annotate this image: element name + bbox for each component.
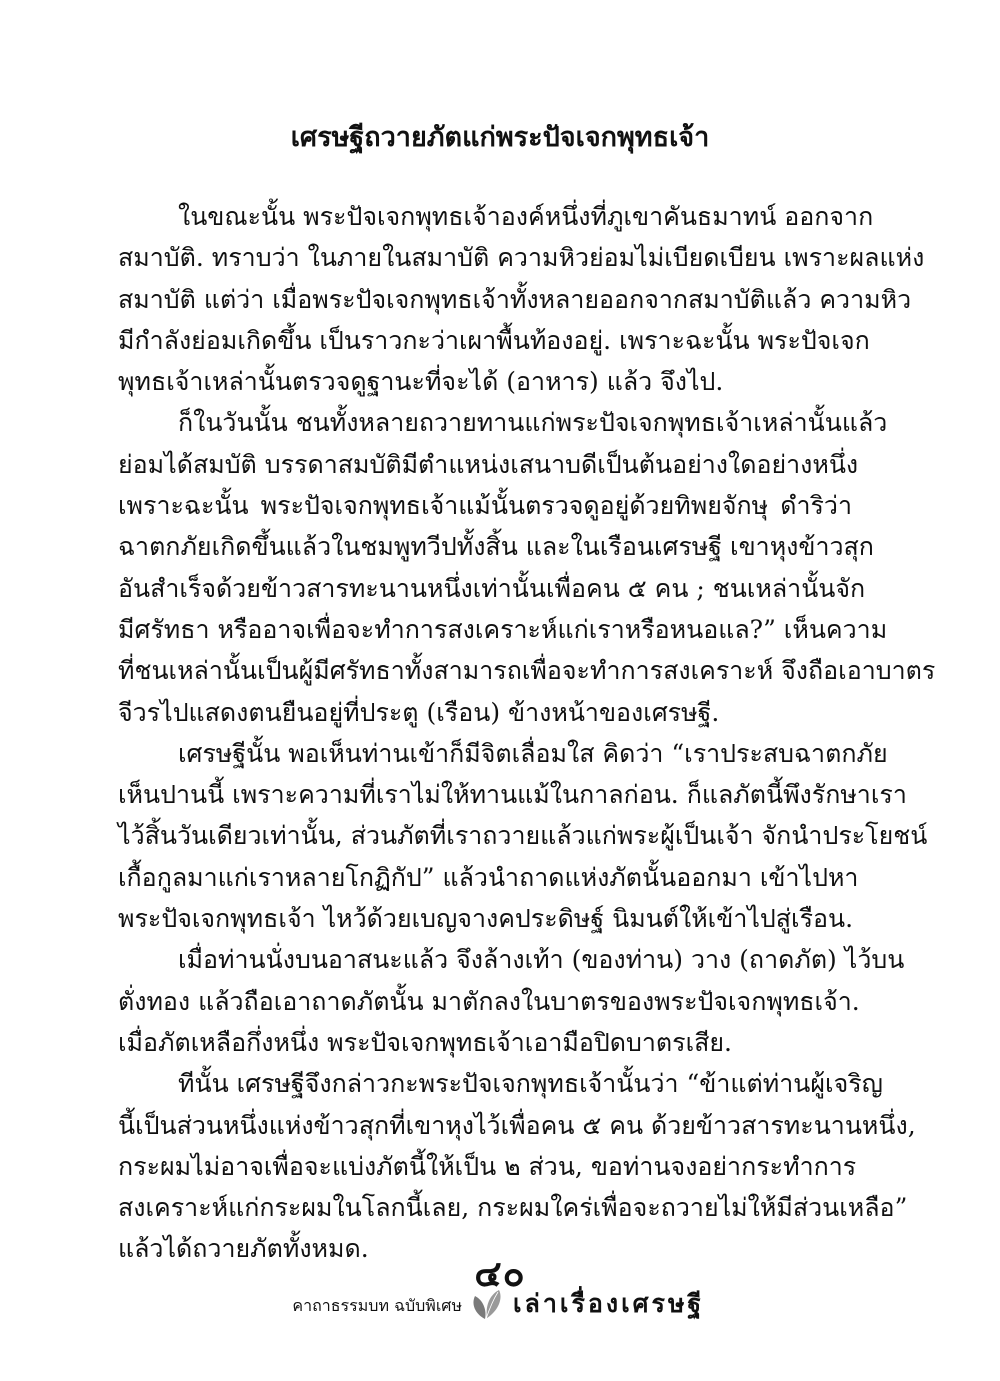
page-number: ๔๐ — [474, 1253, 526, 1295]
book-title: คาถาธรรมบท ฉบับพิเศษ — [292, 1296, 462, 1315]
text-line: ที่ชนเหล่านั้นเป็นผู้มีศรัทธาทั้งสามารถเพื่อจะทำการสงเคราะห์ จึงถือเอาบาตร — [118, 656, 936, 686]
text-line: พระปัจเจกพุทธเจ้า ไหว้ด้วยเบญจางคประดิษฐ์ นิมนต์ให้เข้าไปสู่เรือน. — [118, 904, 854, 934]
text-line: แล้วได้ถวายภัตทั้งหมด. — [118, 1234, 369, 1264]
text-line: ไว้สิ้นวันเดียวเท่านั้น, ส่วนภัตที่เราถวายแล้วแก่พระผู้เป็นเจ้า จักนำประโยชน์ — [118, 821, 928, 851]
text-line: ในขณะนั้น พระปัจเจกพุทธเจ้าองค์หนึ่งที่ภูเขาคันธมาทน์ ออกจาก — [178, 202, 874, 231]
text-line: มีศรัทธา หรืออาจเพื่อจะทำการสงเคราะห์แก่เราหรือหนอแล?” เห็นความ — [118, 614, 888, 644]
text-line: อันสำเร็จด้วยข้าวสารทะนานหนึ่งเท่านั้นเพื่อคน ๕ คน ; ชนเหล่านั้นจัก — [118, 573, 866, 603]
leaf-icon — [469, 1286, 505, 1322]
text-line: เห็นปานนี้ เพราะความที่เราไม่ให้ทานแม้ในกาลก่อน. ก็แลภัตนี้พึงรักษาเรา — [118, 780, 907, 810]
text-line: เพราะฉะนั้น พระปัจเจกพุทธเจ้าแม้นั้นตรวจดูอยู่ด้วยทิพยจักษุ ดำริว่า — [118, 491, 852, 521]
text-line: พุทธเจ้าเหล่านั้นตรวจดูฐานะที่จะได้ (อาหาร) แล้ว จึงไป. — [118, 367, 724, 397]
text-line: สมาบัติ แต่ว่า เมื่อพระปัจเจกพุทธเจ้าทั้งหลายออกจากสมาบัติแล้ว ความหิว — [118, 284, 912, 314]
text-line: ก็ในวันนั้น ชนทั้งหลายถวายทานแก่พระปัจเจกพุทธเจ้าเหล่านั้นแล้ว — [178, 408, 888, 438]
text-line: สมาบัติ. ทราบว่า ในภายในสมาบัติ ความหิวย่อมไม่เบียดเบียน เพราะผลแห่ง — [118, 243, 925, 273]
series-title: เล่าเรื่องเศรษฐี — [513, 1289, 705, 1318]
text-line: สงเคราะห์แก่กระผมในโลกนี้เลย, กระผมใคร่เพื่อจะถวายไม่ให้มีส่วนเหลือ” — [118, 1193, 908, 1223]
text-line: เกื้อกูลมาแก่เราหลายโกฏิกัป” แล้วนำถาดแห่งภัตนั้นออกมา เข้าไปหา — [118, 862, 859, 892]
text-line: เศรษฐีนั้น พอเห็นท่านเข้าก็มีจิตเลื่อมใส คิดว่า “เราประสบฉาตกภัย — [178, 738, 888, 768]
text-line: จีวรไปแสดงตนยืนอยู่ที่ประตู (เรือน) ข้างหน้าของเศรษฐี. — [118, 697, 720, 727]
text-line: นี้เป็นส่วนหนึ่งแห่งข้าวสุกที่เขาหุงไว้เพื่อคน ๕ คน ด้วยข้าวสารทะนานหนึ่ง, — [118, 1110, 916, 1140]
text-line: ย่อมได้สมบัติ บรรดาสมบัติมีตำแหน่งเสนาบดีเป็นต้นอย่างใดอย่างหนึ่ง — [118, 449, 859, 479]
text-line: กระผมไม่อาจเพื่อจะแบ่งภัตนี้ให้เป็น ๒ ส่วน, ขอท่านจงอย่ากระทำการ — [118, 1151, 857, 1181]
page-title: เศรษฐีถวายภัตแก่พระปัจเจกพุทธเจ้า — [290, 122, 710, 153]
text-line: เมื่อภัตเหลือกึ่งหนึ่ง พระปัจเจกพุทธเจ้าเอามือปิดบาตรเสีย. — [118, 1027, 732, 1057]
text-line: ทีนั้น เศรษฐีจึงกล่าวกะพระปัจเจกพุทธเจ้านั้นว่า “ข้าแต่ท่านผู้เจริญ — [178, 1069, 883, 1099]
body-text — [118, 196, 936, 1270]
text-line: ตั่งทอง แล้วถือเอาถาดภัตนั้น มาตักลงในบาตรของพระปัจเจกพุทธเจ้า. — [118, 986, 860, 1016]
text-line: มีกำลังย่อมเกิดขึ้น เป็นราวกะว่าเผาพื้นท้องอยู่. เพราะฉะนั้น พระปัจเจก — [118, 325, 870, 355]
text-line: เมื่อท่านนั่งบนอาสนะแล้ว จึงล้างเท้า (ของท่าน) วาง (ถาดภัต) ไว้บน — [178, 945, 905, 975]
page-footer — [0, 1284, 1000, 1328]
text-line: ฉาตกภัยเกิดขึ้นแล้วในชมพูทวีปทั้งสิ้น และในเรือนเศรษฐี เขาหุงข้าวสุก — [118, 532, 874, 562]
